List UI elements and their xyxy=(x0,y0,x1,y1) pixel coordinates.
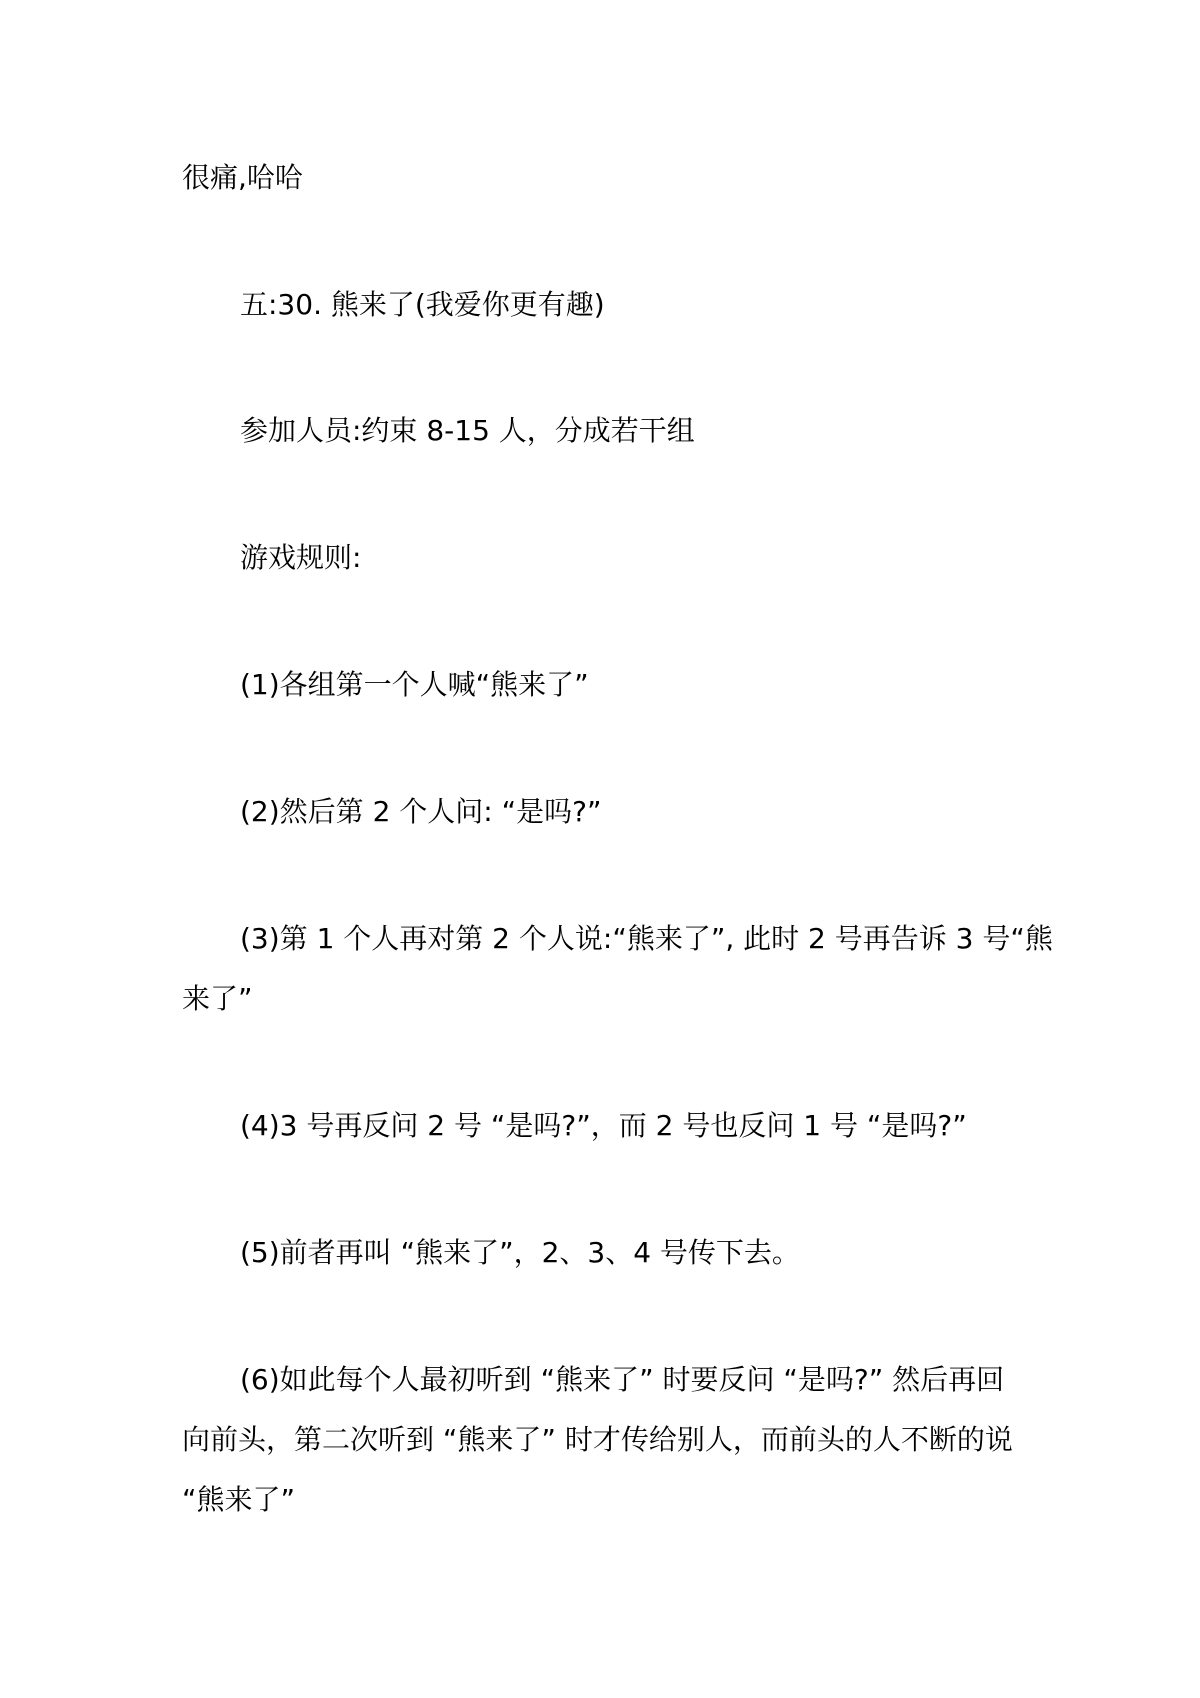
rule-2: (2)然后第 2 个人问: “是吗?” xyxy=(240,795,602,828)
rule-1: (1)各组第一个人喊“熊来了” xyxy=(240,668,589,701)
rule-4: (4)3 号再反问 2 号 “是吗?”，而 2 号也反问 1 号 “是吗?” xyxy=(240,1109,967,1142)
participants-line: 参加人员:约束 8-15 人，分成若干组 xyxy=(240,414,695,447)
rule-3-line-2: 来了” xyxy=(182,982,253,1015)
rules-heading: 游戏规则: xyxy=(240,541,362,574)
rule-5: (5)前者再叫 “熊来了”，2、3、4 号传下去。 xyxy=(240,1236,800,1269)
rule-6-line-1: (6)如此每个人最初听到 “熊来了” 时要反问 “是吗?” 然后再回 xyxy=(240,1363,1005,1396)
rule-3-line-1: (3)第 1 个人再对第 2 个人说:“熊来了”, 此时 2 号再告诉 3 号“熊 xyxy=(240,922,1053,955)
rule-6-line-2: 向前头，第二次听到 “熊来了” 时才传给别人，而前头的人不断的说 xyxy=(182,1423,1013,1456)
text-line-1: 很痛,哈哈 xyxy=(182,161,303,194)
section-heading: 五:30. 熊来了(我爱你更有趣) xyxy=(240,288,605,321)
rule-6-line-3: “熊来了” xyxy=(182,1483,296,1516)
